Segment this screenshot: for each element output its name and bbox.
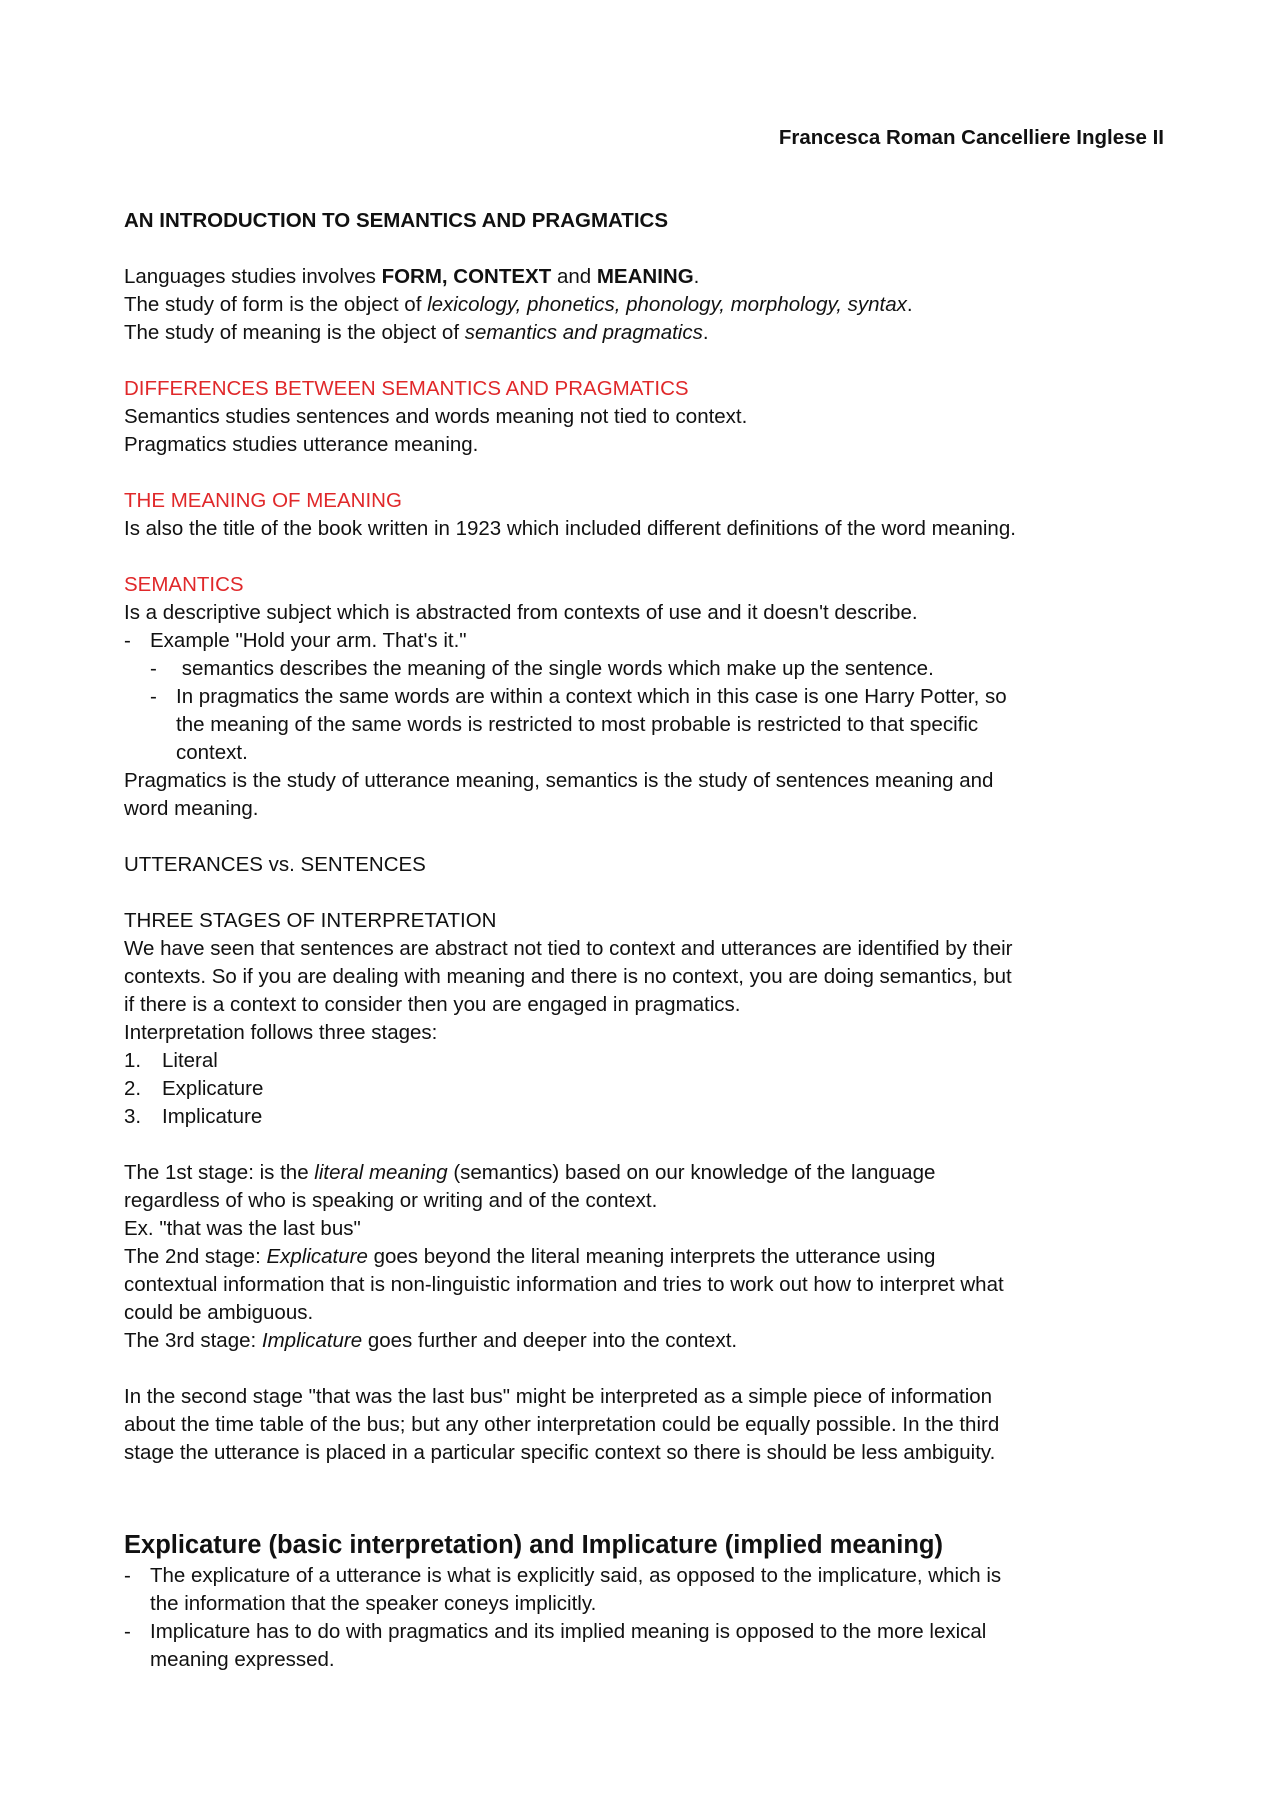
numbered-item: [124, 1047, 1164, 1075]
example-line: Ex. "that was the last bus": [124, 1217, 361, 1240]
text: goes further and deeper into the context.: [362, 1329, 738, 1352]
italic-text: lexicology, phonetics, phonology, morphology, syntax: [427, 293, 907, 316]
text: The study of meaning is the object of: [124, 321, 465, 344]
text: and: [551, 265, 597, 288]
document-title: AN INTRODUCTION TO SEMANTICS AND PRAGMATICS: [124, 209, 669, 232]
paragraph-line: if there is a context to consider then you are engaged in pragmatics.: [124, 993, 741, 1016]
text: goes beyond the literal meaning interprets the utterance using: [367, 1245, 936, 1268]
paragraph-line: Is a descriptive subject which is abstracted from contexts of use and it doesn't describe.: [124, 601, 918, 624]
paragraph-line: contexts. So if you are dealing with meaning and there is no context, you are doing semantics, but: [124, 965, 1012, 988]
text: The 3rd stage:: [124, 1329, 262, 1352]
paragraph-line: regardless of who is speaking or writing and of the context.: [124, 1189, 658, 1212]
sub-bullet-continuation: context.: [176, 741, 248, 764]
item-text: Explicature: [162, 1077, 264, 1100]
dash-bullet-icon: -: [150, 685, 157, 708]
bullet-continuation: meaning expressed.: [150, 1648, 335, 1671]
intro-line-2: [124, 291, 1164, 319]
bullet-item: [124, 1618, 1164, 1646]
dash-bullet-icon: -: [124, 1564, 131, 1587]
bullet-text: In pragmatics the same words are within a context which in this case is one Harry Potter, so: [176, 685, 1007, 708]
intro-line-1: [124, 263, 1164, 291]
document-header: Francesca Roman Cancelliere Inglese II: [778, 126, 1164, 149]
section-heading-explicature: Explicature (basic interpretation) and Implicature (implied meaning): [124, 1531, 943, 1559]
item-number: 1.: [124, 1049, 142, 1072]
intro-line-3: [124, 319, 1164, 347]
bold-text: FORM, CONTEXT: [381, 265, 552, 288]
section-heading-three-stages: THREE STAGES OF INTERPRETATION: [124, 909, 497, 932]
item-text: Implicature: [162, 1105, 263, 1128]
text: The study of form is the object of: [124, 293, 428, 316]
section-heading-utterances: UTTERANCES vs. SENTENCES: [124, 853, 426, 876]
item-number: 3.: [124, 1105, 142, 1128]
paragraph-line: word meaning.: [124, 797, 259, 820]
text: .: [702, 321, 709, 344]
item-text: Literal: [162, 1049, 218, 1072]
text: The 1st stage: is the: [124, 1161, 315, 1184]
dash-bullet-icon: -: [124, 629, 131, 652]
paragraph-line: could be ambiguous.: [124, 1301, 314, 1324]
section-heading-meaning-of-meaning: THE MEANING OF MEANING: [124, 489, 402, 512]
bullet-text: semantics describes the meaning of the single words which make up the sentence.: [176, 657, 934, 680]
paragraph-line: Is also the title of the book written in 1923 which included different definitions of the word meaning.: [124, 517, 1016, 540]
italic-text: Implicature: [261, 1329, 363, 1352]
italic-text: semantics and pragmatics: [464, 321, 703, 344]
section-heading-differences: DIFFERENCES BETWEEN SEMANTICS AND PRAGMATICS: [124, 377, 689, 400]
item-number: 2.: [124, 1077, 142, 1100]
paragraph-line: In the second stage "that was the last bus" might be interpreted as a simple piece of information: [124, 1385, 993, 1408]
stage-3-line: [124, 1327, 1164, 1355]
bold-text: MEANING: [596, 265, 694, 288]
numbered-item: [124, 1103, 1164, 1131]
paragraph-line: Pragmatics is the study of utterance meaning, semantics is the study of sentences meaning and: [124, 769, 994, 792]
dash-bullet-icon: -: [124, 1620, 131, 1643]
sub-bullet-item: [124, 683, 1164, 711]
paragraph-line: Pragmatics studies utterance meaning.: [124, 433, 479, 456]
text: .: [906, 293, 913, 316]
italic-text: Explicature: [266, 1245, 368, 1268]
paragraph-line: contextual information that is non-linguistic information and tries to work out how to interpret what: [124, 1273, 1004, 1296]
sub-bullet-continuation: the meaning of the same words is restricted to most probable is restricted to that specific: [176, 713, 979, 736]
bullet-text: Example "Hold your arm. That's it.": [150, 629, 467, 652]
document-body: [124, 0, 1164, 1674]
paragraph-line: stage the utterance is placed in a particular specific context so there is should be less ambiguity.: [124, 1441, 996, 1464]
bullet-continuation: the information that the speaker coneys implicitly.: [150, 1592, 597, 1615]
bullet-item: [124, 1562, 1164, 1590]
paragraph-line: about the time table of the bus; but any other interpretation could be equally possible. In the third: [124, 1413, 1000, 1436]
paragraph-line: We have seen that sentences are abstract not tied to context and utterances are identified by their: [124, 937, 1013, 960]
stage-2-line: [124, 1243, 1164, 1271]
stage-1-line: [124, 1159, 1164, 1187]
bullet-item: [124, 627, 1164, 655]
bullet-text: The explicature of a utterance is what is explicitly said, as opposed to the implicature, which is: [150, 1564, 1002, 1587]
text: .: [693, 265, 700, 288]
section-heading-semantics: SEMANTICS: [124, 573, 244, 596]
sub-bullet-item: [124, 655, 1164, 683]
paragraph-line: Interpretation follows three stages:: [124, 1021, 438, 1044]
numbered-item: [124, 1075, 1164, 1103]
dash-bullet-icon: -: [150, 657, 157, 680]
paragraph-line: Semantics studies sentences and words meaning not tied to context.: [124, 405, 748, 428]
text: (semantics) based on our knowledge of the language: [447, 1161, 936, 1184]
italic-text: literal meaning: [314, 1161, 448, 1184]
text: The 2nd stage:: [124, 1245, 267, 1268]
bullet-text: Implicature has to do with pragmatics and its implied meaning is opposed to the more lexical: [150, 1620, 987, 1643]
text: Languages studies involves: [124, 265, 382, 288]
